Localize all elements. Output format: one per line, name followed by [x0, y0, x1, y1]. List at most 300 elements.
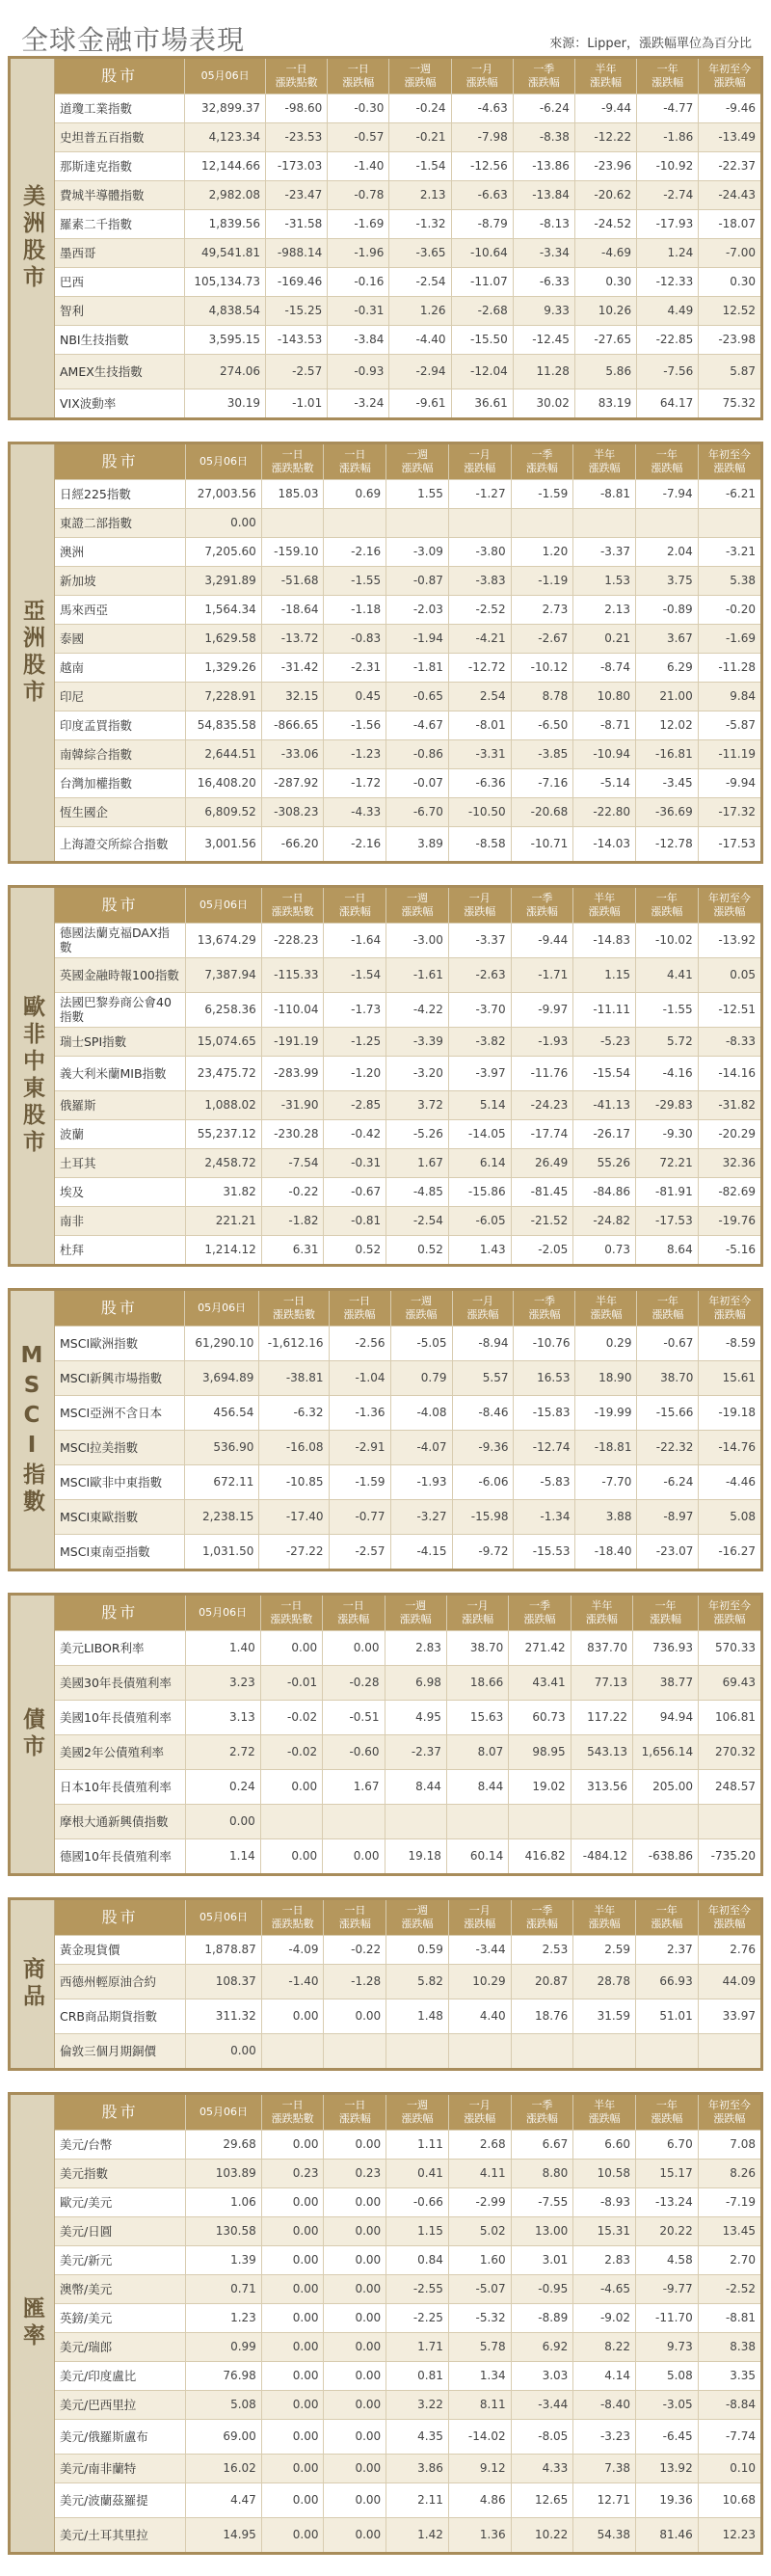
table-row	[55, 267, 760, 296]
row-value: -15.86	[448, 1177, 511, 1206]
row-value: 0.00	[324, 2303, 386, 2332]
row-value: 6.60	[573, 2130, 636, 2159]
row-value: -0.30	[328, 94, 389, 122]
row-value: 130.58	[186, 2216, 262, 2245]
row-value: 221.21	[186, 1206, 262, 1235]
row-value: 2,982.08	[185, 180, 266, 209]
row-value: 106.81	[699, 1700, 760, 1734]
row-value: 0.30	[574, 267, 636, 296]
row-value: 13.45	[698, 2216, 760, 2245]
row-value: -3.84	[328, 325, 389, 354]
column-header: 年初至今 漲跌幅	[699, 1291, 760, 1326]
row-value: -4.67	[386, 711, 449, 739]
row-value: 4.47	[186, 2482, 262, 2517]
row-value: -22.32	[637, 1430, 699, 1464]
row-value: 270.32	[699, 1734, 760, 1769]
row-value: -4.46	[699, 1464, 760, 1499]
section-block	[8, 2092, 763, 2555]
row-value: -3.82	[448, 1027, 511, 1056]
row-name: MSCI新興市場指數	[55, 1360, 184, 1395]
row-value: -8.13	[513, 209, 574, 238]
row-value: 66.93	[636, 1964, 699, 1999]
row-value: 98.95	[509, 1734, 571, 1769]
column-header: 一年 漲跌幅	[633, 1596, 699, 1630]
row-name: 義大利米蘭MIB指數	[55, 1056, 186, 1090]
row-value: 15.61	[699, 1360, 760, 1395]
row-value: -24.23	[511, 1090, 573, 1119]
row-value: -638.86	[633, 1838, 699, 1873]
row-value: 18.90	[575, 1360, 637, 1395]
column-header: 股市	[55, 1596, 185, 1630]
row-value	[324, 508, 386, 537]
row-name: 美元/波蘭茲羅提	[55, 2482, 186, 2517]
table-row	[55, 923, 760, 957]
row-value: 1.48	[386, 1999, 449, 2033]
row-value: 3,595.15	[185, 325, 266, 354]
row-value: -3.45	[636, 768, 699, 797]
column-header: 一年 漲跌幅	[637, 59, 699, 94]
row-value: 4.33	[511, 2454, 573, 2482]
row-value: 8.07	[446, 1734, 508, 1769]
row-value: -3.85	[511, 739, 573, 768]
row-value: -18.07	[699, 209, 760, 238]
row-value: -41.13	[573, 1090, 636, 1119]
row-value: 0.81	[386, 2361, 449, 2390]
table-row	[55, 1804, 760, 1838]
row-value: -5.26	[386, 1119, 449, 1148]
row-value: -31.90	[261, 1090, 324, 1119]
row-value: 205.00	[633, 1769, 699, 1804]
row-value: -8.38	[513, 122, 574, 151]
row-value: -2.55	[386, 2274, 449, 2303]
row-value: 1.11	[386, 2130, 449, 2159]
row-value: -2.91	[329, 1430, 390, 1464]
row-name: 美元/南非蘭特	[55, 2454, 186, 2482]
row-name: 杜拜	[55, 1235, 186, 1264]
column-header: 一日 漲跌幅	[323, 1596, 385, 1630]
row-value: -2.56	[329, 1326, 390, 1360]
row-value: -7.56	[637, 354, 699, 389]
row-value: 2.54	[448, 682, 511, 711]
row-value: -10.12	[511, 653, 573, 682]
row-value: -2.99	[448, 2187, 511, 2216]
row-name: 澳洲	[55, 537, 186, 566]
row-value: 30.02	[513, 389, 574, 417]
row-value: -11.19	[698, 739, 760, 768]
row-value: -11.28	[698, 653, 760, 682]
row-value: -3.27	[390, 1499, 452, 1534]
row-value: -10.02	[636, 923, 699, 957]
column-header: 一日 漲跌點數	[261, 2095, 324, 2130]
row-value: -15.53	[514, 1534, 575, 1569]
row-value: -11.76	[511, 1056, 573, 1090]
row-value: 28.78	[573, 1964, 636, 1999]
row-value: 83.19	[574, 389, 636, 417]
row-value: 4.86	[448, 2482, 511, 2517]
row-value	[636, 508, 699, 537]
row-value: -0.89	[636, 595, 699, 624]
table-row	[55, 1630, 760, 1665]
market-table	[55, 59, 760, 417]
row-value: -7.54	[261, 1148, 324, 1177]
row-value: -17.40	[259, 1499, 329, 1534]
row-value: -9.02	[573, 2303, 636, 2332]
row-value: -1.54	[324, 957, 386, 992]
row-value: 0.00	[261, 2361, 324, 2390]
row-value: -1.34	[514, 1499, 575, 1534]
table-row	[55, 682, 760, 711]
row-value: -173.03	[266, 151, 328, 180]
row-value: -6.24	[637, 1464, 699, 1499]
row-value: -17.93	[637, 209, 699, 238]
row-value: 1.67	[386, 1148, 449, 1177]
section-block	[8, 56, 763, 420]
row-value: 10.68	[698, 2482, 760, 2517]
row-value: -0.83	[324, 624, 386, 653]
row-name: 西德州輕原油合約	[55, 1964, 186, 1999]
row-value: -7.94	[636, 479, 699, 508]
row-value: 4.35	[386, 2419, 449, 2454]
row-value: -9.44	[574, 94, 636, 122]
row-value: 3.23	[185, 1665, 260, 1700]
row-value: -66.20	[261, 826, 324, 861]
row-value: -5.23	[573, 1027, 636, 1056]
table-row	[55, 2482, 760, 2517]
row-value: -110.04	[261, 992, 324, 1027]
market-table	[55, 1900, 760, 2068]
row-value: 0.00	[185, 1804, 260, 1838]
row-value: -9.46	[699, 94, 760, 122]
row-value: -22.80	[573, 797, 636, 826]
row-value: -2.68	[451, 296, 513, 325]
table-row	[55, 238, 760, 267]
column-header: 一日 漲跌幅	[324, 1900, 386, 1935]
row-value: 69.43	[699, 1665, 760, 1700]
row-value: 2.70	[698, 2245, 760, 2274]
row-value: 4,123.34	[185, 122, 266, 151]
row-name: 巴西	[55, 267, 185, 296]
section-label-text: 亞洲股市	[19, 599, 44, 707]
row-value: -1.01	[266, 389, 328, 417]
row-value: -4.22	[386, 992, 449, 1027]
row-value: 1.60	[448, 2245, 511, 2274]
row-value: 0.00	[324, 2332, 386, 2361]
row-value: -988.14	[266, 238, 328, 267]
row-value: 15,074.65	[186, 1027, 262, 1056]
row-value: -3.44	[448, 1935, 511, 1964]
row-value: -1.55	[636, 992, 699, 1027]
row-value: 416.82	[509, 1838, 571, 1873]
row-value: -4.21	[448, 624, 511, 653]
row-value: -1.71	[511, 957, 573, 992]
row-value: 8.11	[448, 2390, 511, 2419]
row-value	[448, 508, 511, 537]
row-value: -12.33	[637, 267, 699, 296]
row-value: 0.00	[261, 2216, 324, 2245]
row-value: 3.03	[511, 2361, 573, 2390]
row-value: 77.13	[571, 1665, 632, 1700]
row-value: -5.07	[448, 2274, 511, 2303]
row-value: 0.52	[324, 1235, 386, 1264]
row-value: -8.05	[511, 2419, 573, 2454]
table-row	[55, 2187, 760, 2216]
row-value: -6.24	[513, 94, 574, 122]
row-value: 12,144.66	[185, 151, 266, 180]
row-value	[323, 1804, 385, 1838]
column-header: 年初至今 漲跌幅	[699, 1596, 760, 1630]
row-value: 16,408.20	[186, 768, 262, 797]
row-value: 6,258.36	[186, 992, 262, 1027]
market-table	[55, 444, 760, 861]
row-value: -484.12	[571, 1838, 632, 1873]
row-name: 智利	[55, 296, 185, 325]
row-value: 4.49	[637, 296, 699, 325]
row-value: 12.71	[573, 2482, 636, 2517]
row-value: -8.81	[698, 2303, 760, 2332]
row-name: 波蘭	[55, 1119, 186, 1148]
row-value: -3.97	[448, 1056, 511, 1090]
row-value: -16.08	[259, 1430, 329, 1464]
row-value: 10.80	[573, 682, 636, 711]
row-value: -0.81	[324, 1206, 386, 1235]
row-value	[324, 2033, 386, 2068]
row-name: 法國巴黎券商公會40指數	[55, 992, 186, 1027]
row-value: 4.41	[636, 957, 699, 992]
row-value: 1,839.56	[185, 209, 266, 238]
row-value: 6.98	[385, 1665, 446, 1700]
column-header: 一月 漲跌幅	[446, 1596, 508, 1630]
row-value: -11.70	[636, 2303, 699, 2332]
table-row	[55, 2245, 760, 2274]
row-value: 0.00	[186, 508, 262, 537]
section-block	[8, 1897, 763, 2071]
row-value	[699, 1804, 760, 1838]
row-value: -2.52	[698, 2274, 760, 2303]
row-value: 2.72	[185, 1734, 260, 1769]
row-value	[509, 1804, 571, 1838]
row-value: 0.10	[698, 2454, 760, 2482]
column-header: 股市	[55, 888, 186, 923]
row-name: 那斯達克指數	[55, 151, 185, 180]
row-value: 3.67	[636, 624, 699, 653]
row-value: -3.80	[448, 537, 511, 566]
row-value: 0.00	[324, 2419, 386, 2454]
row-value: -2.67	[511, 624, 573, 653]
row-value: 1,629.58	[186, 624, 262, 653]
row-value: -1.23	[324, 739, 386, 768]
row-value: -22.37	[699, 151, 760, 180]
column-header: 一季 漲跌幅	[511, 444, 573, 479]
row-value: -4.77	[637, 94, 699, 122]
row-name: 日經225指數	[55, 479, 186, 508]
row-value: 0.00	[324, 2274, 386, 2303]
column-header: 一年 漲跌幅	[637, 1291, 699, 1326]
row-value: 13,674.29	[186, 923, 262, 957]
row-value: 7.08	[698, 2130, 760, 2159]
row-name: 羅素二千指數	[55, 209, 185, 238]
row-value: 672.11	[184, 1464, 259, 1499]
row-value: -0.66	[386, 2187, 449, 2216]
row-value: -21.52	[511, 1206, 573, 1235]
section-label	[11, 888, 55, 1264]
row-value: 1.55	[386, 479, 449, 508]
row-value: -0.93	[328, 354, 389, 389]
row-value: -6.36	[448, 768, 511, 797]
column-header: 05月06日	[186, 888, 262, 923]
column-header: 年初至今 漲跌幅	[699, 59, 760, 94]
row-name: 美元/瑞郎	[55, 2332, 186, 2361]
column-header: 一月 漲跌幅	[448, 888, 511, 923]
table-row	[55, 1206, 760, 1235]
row-value: 0.00	[324, 2517, 386, 2552]
row-value: 94.94	[633, 1700, 699, 1734]
row-value	[571, 1804, 632, 1838]
column-header: 半年 漲跌幅	[571, 1596, 632, 1630]
row-value: 5.08	[699, 1499, 760, 1534]
row-value: -12.74	[514, 1430, 575, 1464]
table-row	[55, 653, 760, 682]
table-row	[55, 1056, 760, 1090]
row-value: 5.86	[574, 354, 636, 389]
row-value: 20.87	[511, 1964, 573, 1999]
row-value: 0.00	[260, 1838, 322, 1873]
row-value: -81.45	[511, 1177, 573, 1206]
row-value: -14.05	[448, 1119, 511, 1148]
row-value: 0.52	[386, 1235, 449, 1264]
table-row	[55, 1999, 760, 2033]
row-value: -4.09	[261, 1935, 324, 1964]
row-value: -18.64	[261, 595, 324, 624]
column-header: 05月06日	[184, 1291, 259, 1326]
row-value: -5.83	[514, 1464, 575, 1499]
row-value: 8.26	[698, 2159, 760, 2187]
row-value: 2.73	[511, 595, 573, 624]
row-value: 1,329.26	[186, 653, 262, 682]
row-value: 9.84	[698, 682, 760, 711]
row-value: 32.15	[261, 682, 324, 711]
row-value: -9.44	[511, 923, 573, 957]
row-value: 3.13	[185, 1700, 260, 1734]
table-header-row	[55, 59, 760, 94]
row-name: 印度孟買指數	[55, 711, 186, 739]
row-value: 0.00	[324, 2482, 386, 2517]
row-name: 歐元/美元	[55, 2187, 186, 2216]
row-value: 0.00	[186, 2033, 262, 2068]
row-value: -115.33	[261, 957, 324, 992]
row-value	[385, 1804, 446, 1838]
row-value: 10.22	[511, 2517, 573, 2552]
table-row	[55, 122, 760, 151]
row-value: 2.11	[386, 2482, 449, 2517]
row-value: 1.40	[185, 1630, 260, 1665]
section-label	[11, 1596, 55, 1873]
row-value: 49,541.81	[185, 238, 266, 267]
row-value: -4.69	[574, 238, 636, 267]
row-value: 0.05	[698, 957, 760, 992]
row-value: -23.98	[699, 325, 760, 354]
row-value: -0.16	[328, 267, 389, 296]
row-value: -3.37	[448, 923, 511, 957]
row-value: 5.87	[699, 354, 760, 389]
row-value: -10.76	[514, 1326, 575, 1360]
row-value: -13.24	[636, 2187, 699, 2216]
row-value: -1.61	[386, 957, 449, 992]
source-note: 來源：Lipper，漲跌幅單位為百分比	[549, 37, 752, 51]
row-value: 9.73	[636, 2332, 699, 2361]
row-name: 美元指數	[55, 2159, 186, 2187]
row-value: -0.02	[260, 1734, 322, 1769]
row-value: -0.77	[329, 1499, 390, 1534]
row-value: -866.65	[261, 711, 324, 739]
table-header-row	[55, 2095, 760, 2130]
row-value: -0.95	[511, 2274, 573, 2303]
row-value: -7.55	[511, 2187, 573, 2216]
table-row	[55, 479, 760, 508]
row-value: 0.00	[260, 1630, 322, 1665]
table-row	[55, 1326, 760, 1360]
row-value: -1.18	[324, 595, 386, 624]
row-name: MSCI歐非中東指數	[55, 1464, 184, 1499]
row-value: -1.40	[261, 1964, 324, 1999]
row-value: -15.54	[573, 1056, 636, 1090]
row-name: 道瓊工業指數	[55, 94, 185, 122]
section-label	[11, 2095, 55, 2552]
row-value: -81.91	[636, 1177, 699, 1206]
row-value: -8.81	[573, 479, 636, 508]
row-value: -1.25	[324, 1027, 386, 1056]
row-value: 2,644.51	[186, 739, 262, 768]
row-value: 274.06	[185, 354, 266, 389]
row-value: -143.53	[266, 325, 328, 354]
row-value: 5.08	[636, 2361, 699, 2390]
section-block	[8, 1288, 763, 1571]
row-value: 0.00	[261, 2332, 324, 2361]
row-value: -19.99	[575, 1395, 637, 1430]
row-value: -14.03	[573, 826, 636, 861]
column-header: 一日 漲跌幅	[324, 2095, 386, 2130]
column-header: 一日 漲跌點數	[259, 1291, 329, 1326]
row-value	[573, 2033, 636, 2068]
row-value: 0.23	[324, 2159, 386, 2187]
row-value: 19.02	[509, 1769, 571, 1804]
row-value: 26.49	[511, 1148, 573, 1177]
row-value: 7,387.94	[186, 957, 262, 992]
table-row	[55, 1395, 760, 1430]
row-value: 543.13	[571, 1734, 632, 1769]
table-row	[55, 1665, 760, 1700]
row-value	[511, 508, 573, 537]
row-value: 1,656.14	[633, 1734, 699, 1769]
row-value: -2.37	[385, 1734, 446, 1769]
row-value: -0.02	[260, 1700, 322, 1734]
row-value: 5.57	[452, 1360, 514, 1395]
row-value: 2.59	[573, 1935, 636, 1964]
row-value: 31.59	[573, 1999, 636, 2033]
row-name: 越南	[55, 653, 186, 682]
column-header: 一週 漲跌幅	[386, 444, 449, 479]
row-value: 6.31	[261, 1235, 324, 1264]
row-value: -10.50	[448, 797, 511, 826]
row-value: -1.55	[324, 566, 386, 595]
table-row	[55, 595, 760, 624]
row-value: -27.65	[574, 325, 636, 354]
row-value: -24.43	[699, 180, 760, 209]
row-value: -12.45	[513, 325, 574, 354]
column-header: 一日 漲跌幅	[324, 888, 386, 923]
row-value: -1,612.16	[259, 1326, 329, 1360]
row-value: 5.72	[636, 1027, 699, 1056]
row-value: 2.13	[389, 180, 451, 209]
